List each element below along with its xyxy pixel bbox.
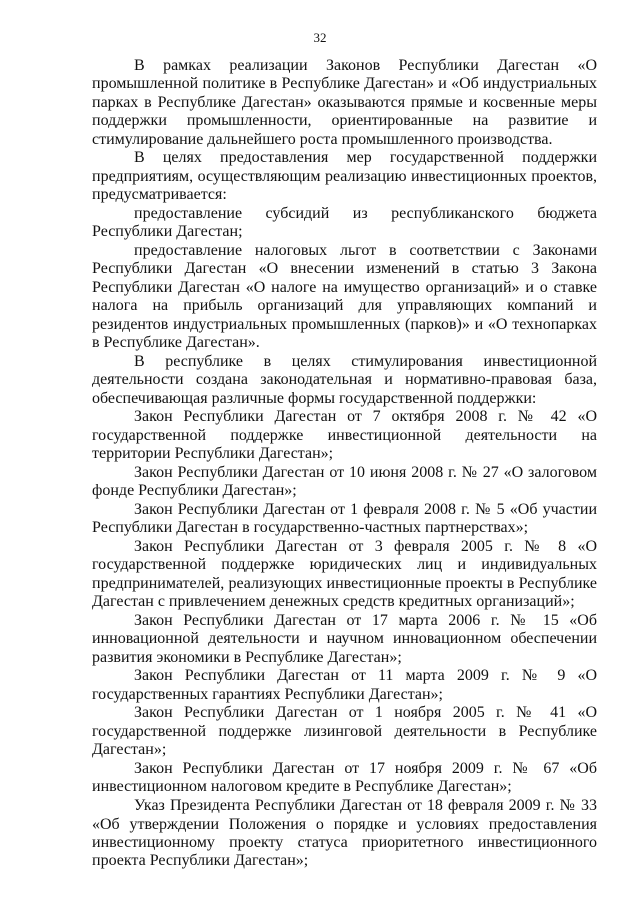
list-item-law-67: Закон Республики Дагестан от 17 ноября 2009 г. № 67 «Об инвестиционном налоговом кредите в Республике Дагестан»; [92,760,597,796]
list-item-subsidies: предоставление субсидий из республиканского бюджета Республики Дагестан; [92,204,597,241]
document-body [92,57,597,871]
list-item-law-42: Закон Республики Дагестан от 7 октября 2008 г. № 42 «О государственной поддержке инвестиционной деятельности на территории Республики Дагестан»; [92,408,597,463]
list-item-law-41: Закон Республики Дагестан от 1 ноября 2005 г. № 41 «О государственной поддержке лизинговой деятельности в Республике Дагестан»; [92,704,597,759]
paragraph-support-measures: В целях предоставления мер государственной поддержки предприятиям, осуществляющим реализацию инвестиционных проектов, предусматривается: [92,149,597,204]
list-item-law-8: Закон Республики Дагестан от 3 февраля 2005 г. № 8 «О государственной поддержке юридических лиц и индивидуальных предпринимателей, реализующих инвестиционные проекты в Республике Дагестан с привлечением денежных средств кредитных организаций»; [92,537,597,611]
paragraph-legal-base: В республике в целях стимулирования инвестиционной деятельности создана законодательная и нормативно-правовая база, обеспечивающая различные формы государственной поддержки: [92,352,597,407]
list-item-law-27: Закон Республики Дагестан от 10 июня 2008 г. № 27 «О залоговом фонде Республики Дагестан»; [92,463,597,500]
list-item-law-5: Закон Республики Дагестан от 1 февраля 2008 г. № 5 «Об участии Республики Дагестан в государственно-частных партнерствах»; [92,500,597,537]
list-item-law-15: Закон Республики Дагестан от 17 марта 2006 г. № 15 «Об инновационной деятельности и научном инновационном обеспечении развития экономики в Республике Дагестан»; [92,611,597,666]
paragraph-intro: В рамках реализации Законов Республики Дагестан «О промышленной политике в Республике Дагестан» и «Об индустриальных парках в Республике Дагестан» оказываются прямые и косвенные меры поддержки промышленности, ориентированные на развитие и стимулирование дальнейшего роста промышленного производства. [92,57,597,148]
page-number: 32 [313,30,327,45]
list-item-decree-33: Указ Президента Республики Дагестан от 18 февраля 2009 г. № 33 «Об утверждении Положения о порядке и условиях предоставления инвестиционному проекту статуса приоритетного инвестиционного проекта Республики Дагестан»; [92,797,597,870]
list-item-tax-benefits: предоставление налоговых льгот в соответствии с Законами Республики Дагестан «О внесении изменений в статью 3 Закона Республики Дагестан «О налоге на имущество организаций» и о ставке налога на прибыль организаций для управляющих компаний и резидентов индустриальных промышленных (парков)» и «О технопарках в Республике Дагестан». [92,241,597,351]
list-item-law-9: Закон Республики Дагестан от 11 марта 2009 г. № 9 «О государственных гарантиях Республики Дагестан»; [92,667,597,703]
